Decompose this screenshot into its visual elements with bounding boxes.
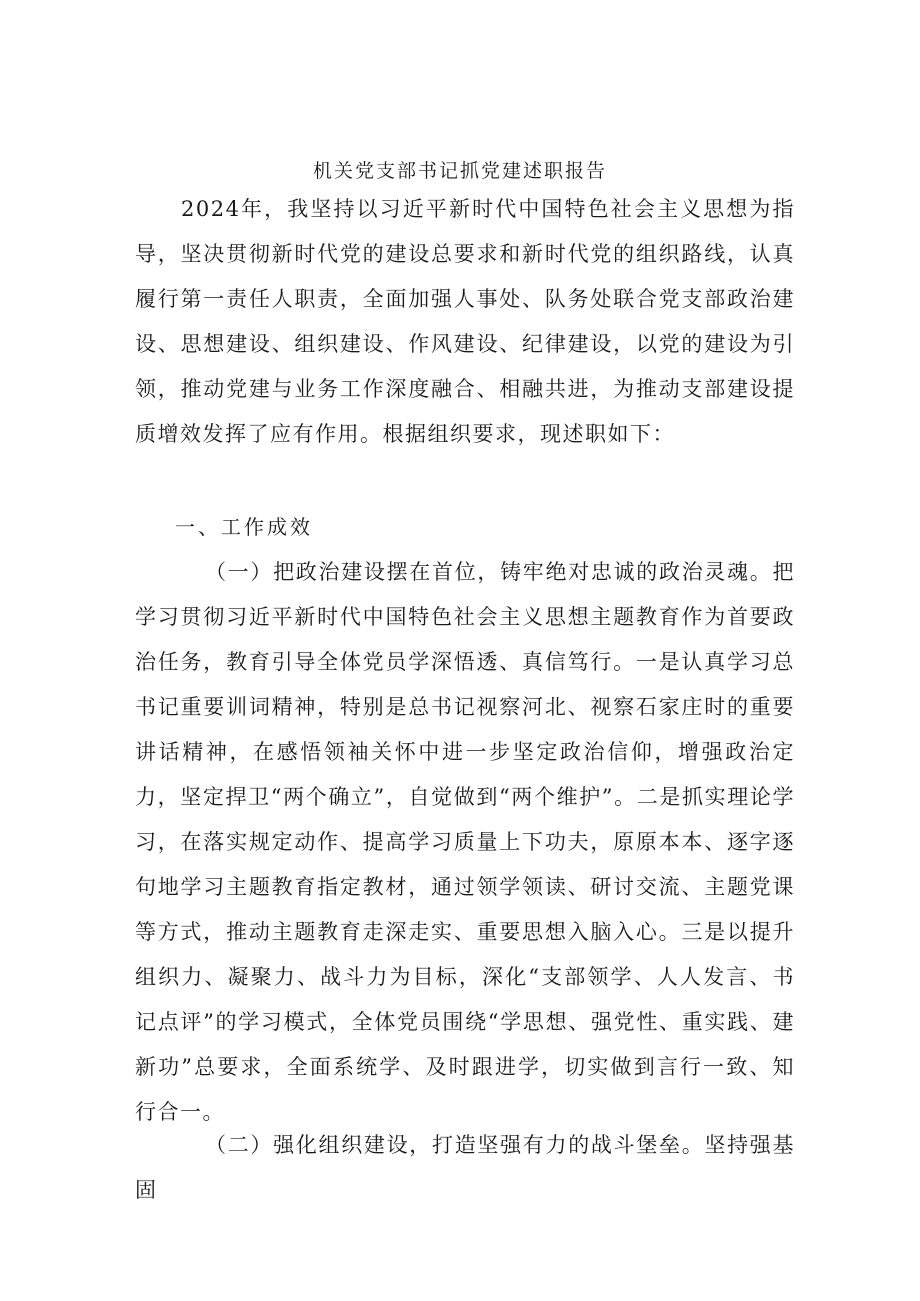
- section-heading: 一、工作成效: [175, 515, 313, 539]
- intro-paragraph: 2024年，我坚持以习近平新时代中国特色社会主义思想为指导，坚决贯彻新时代党的建设总要求和新时代党的组织路线，认真履行第一责任人职责，全面加强人事处、队务处联合党支部政治建设、思想建设、组织建设、作风建设、纪律建设，以党的建设为引领，推动党建与业务工作深度融合、相融共进，为推动支部建设提质增效发挥了应有作用。根据组织要求，现述职如下：: [135, 197, 795, 446]
- document-title: 机关党支部书记抓党建述职报告: [312, 160, 607, 182]
- item-one-paragraph: （一）把政治建设摆在首位，铸牢绝对忠诚的政治灵魂。把学习贯彻习近平新时代中国特色社会主义思想主题教育作为首要政治任务，教育引导全体党员学深悟透、真信笃行。一是认真学习总书记重要训词精神，特别是总书记视察河北、视察石家庄时的重要讲话精神，在感悟领袖关怀中进一步坚定政治信仰，增强政治定力，坚定捍卫“两个确立”，自觉做到“两个维护”。二是抓实理论学习，在落实规定动作、提高学习质量上下功夫，原原本本、逐字逐句地学习主题教育指定教材，通过领学领读、研讨交流、主题党课等方式，推动主题教育走深走实、重要思想入脑入心。三是以提升组织力、凝聚力、战斗力为目标，深化“支部领学、人人发言、书记点评”的学习模式，全体党员围绕“学思想、强党性、重实践、建新功”总要求，全面系统学、及时跟进学，切实做到言行一致、知行合一。: [135, 560, 795, 1124]
- item-two-paragraph: （二）强化组织建设，打造坚强有力的战斗堡垒。坚持强基固: [135, 1133, 795, 1202]
